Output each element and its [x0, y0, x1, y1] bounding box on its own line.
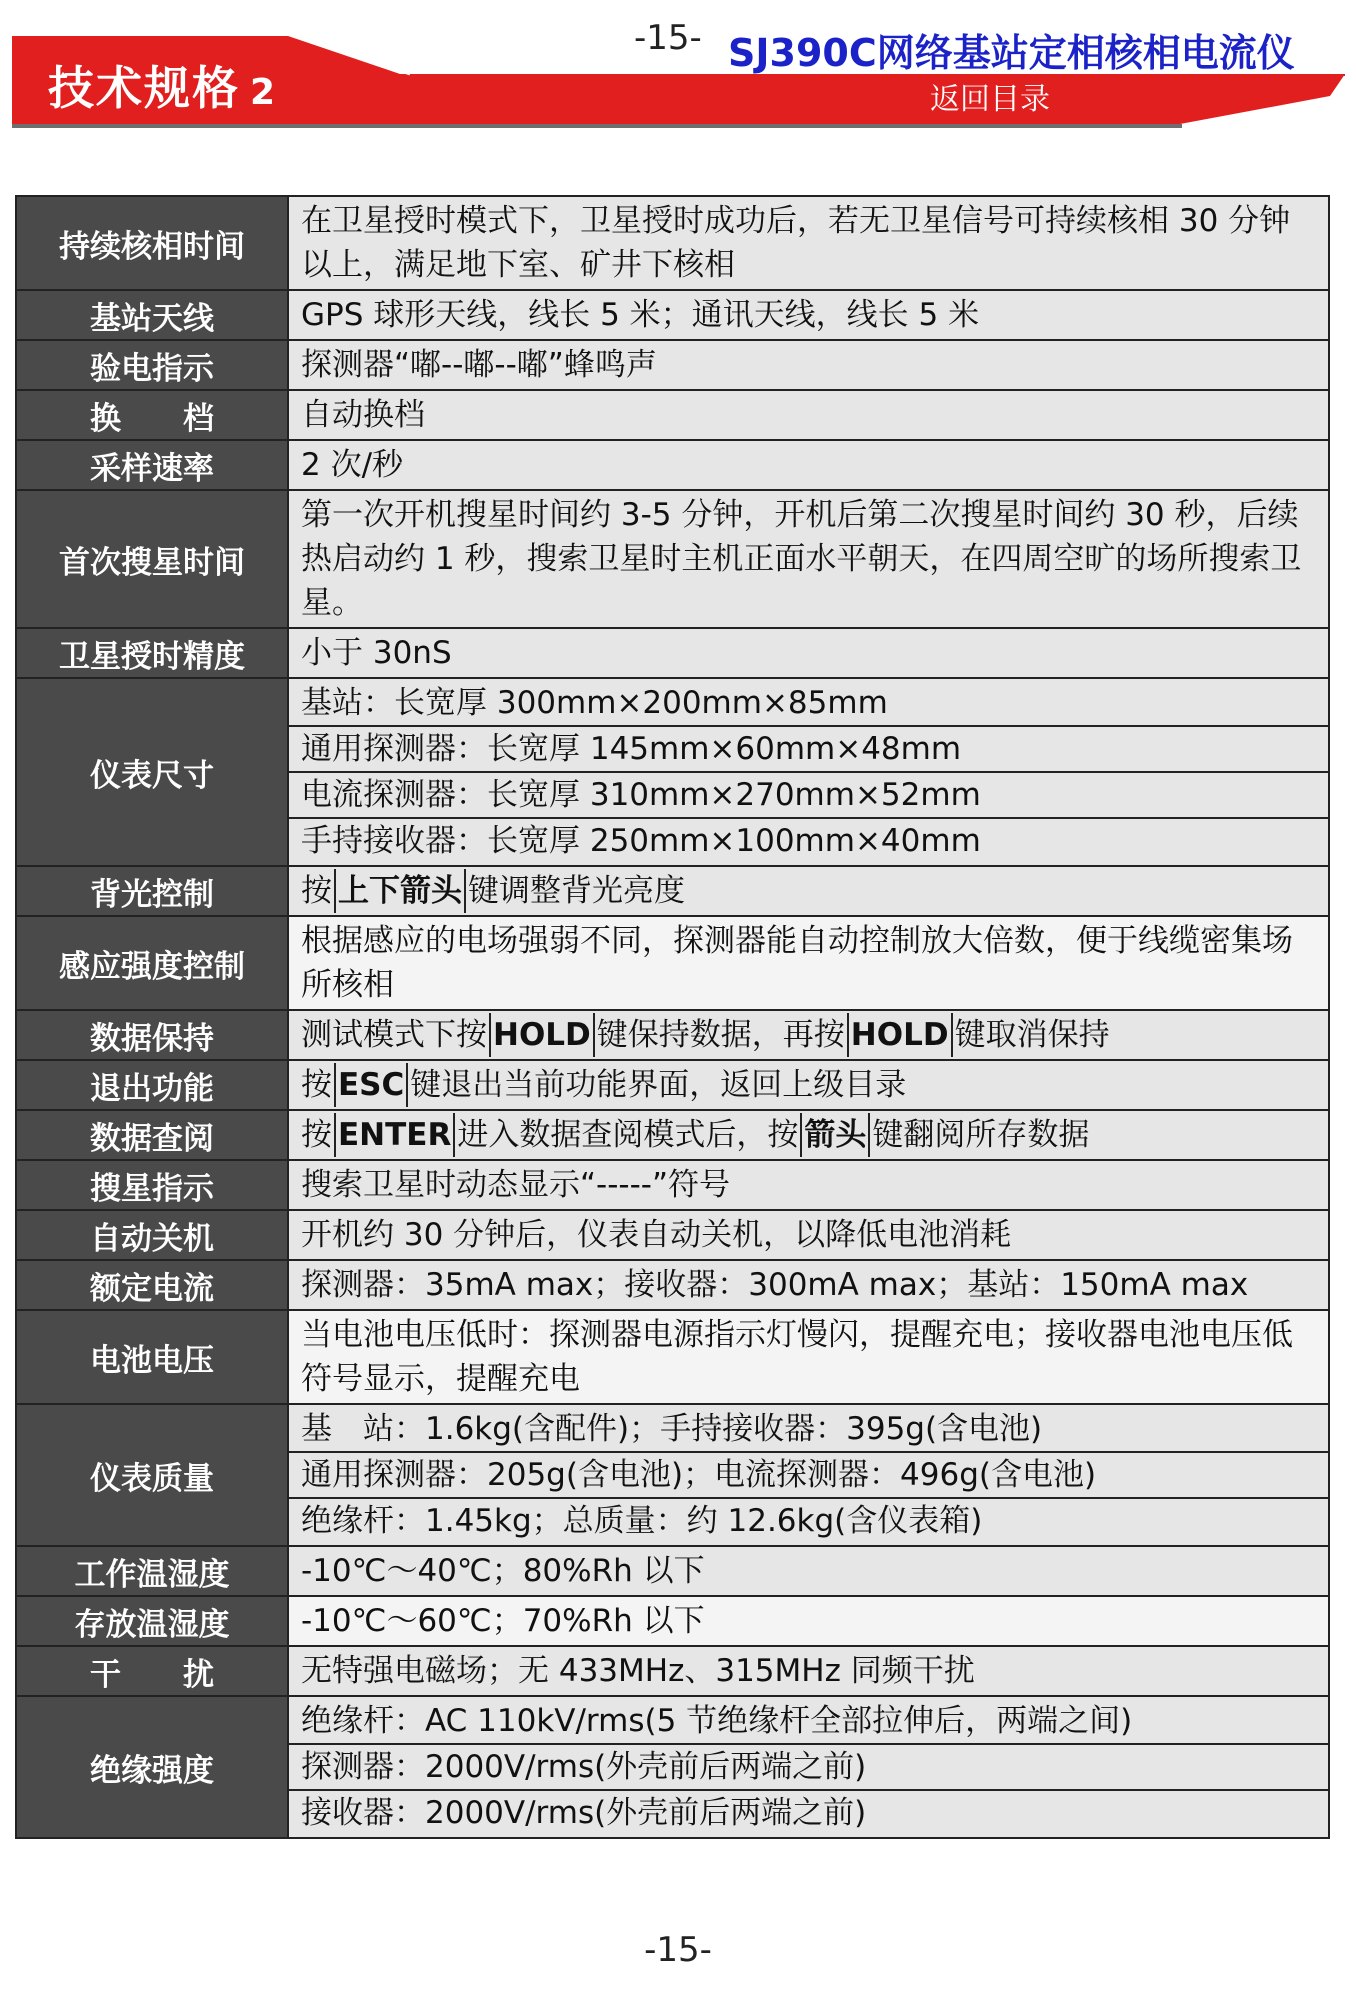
spec-value: [288, 390, 1329, 440]
spec-value-text: 2 次/秒: [301, 447, 404, 483]
spec-value-text: GPS 球形天线，线长 5 米；通讯天线，线长 5 米: [301, 297, 980, 333]
spec-label: 验电指示: [16, 340, 288, 390]
key-name: HOLD: [489, 1013, 595, 1057]
spec-label: 额定电流: [16, 1260, 288, 1310]
spec-row: [16, 1646, 1329, 1696]
spec-row: [16, 866, 1329, 916]
spec-row: [16, 1310, 1329, 1404]
spec-sub-row: 绝缘杆：1.45kg；总质量：约 12.6kg(含仪表箱): [289, 1497, 1328, 1543]
spec-row: [16, 1060, 1329, 1110]
spec-value-text: 开机约 30 分钟后，仪表自动关机，以降低电池消耗: [301, 1217, 1012, 1253]
spec-label: 基站天线: [16, 290, 288, 340]
spec-value: [288, 1160, 1329, 1210]
key-name: HOLD: [847, 1013, 953, 1057]
spec-row: [16, 1210, 1329, 1260]
spec-sub-row: 手持接收器：长宽厚 250mm×100mm×40mm: [289, 817, 1328, 863]
key-name: 上下箭头: [334, 869, 466, 913]
spec-value: [288, 1110, 1329, 1160]
spec-sub-row: 绝缘杆：AC 110kV/rms(5 节绝缘杆全部拉伸后，两端之间): [301, 1703, 1133, 1739]
spec-label: 数据查阅: [16, 1110, 288, 1160]
spec-row: [16, 628, 1329, 678]
spec-sub-row: 电流探测器：长宽厚 310mm×270mm×52mm: [289, 771, 1328, 817]
spec-label: 绝缘强度: [16, 1696, 288, 1838]
spec-value-text: 键取消保持: [954, 1017, 1110, 1053]
spec-value: [288, 1596, 1329, 1646]
spec-value-text: 键调整背光亮度: [468, 873, 685, 909]
spec-value-text: 根据感应的电场强弱不同，探测器能自动控制放大倍数，便于线缆密集场所核相: [301, 923, 1293, 1003]
spec-value-text: 按: [301, 1117, 332, 1153]
spec-label: 仪表质量: [16, 1404, 288, 1546]
spec-value-text: 第一次开机搜星时间约 3-5 分钟，开机后第二次搜星时间约 30 秒，后续热启动约 1 秒，搜索卫星时主机正面水平朝天，在四周空旷的场所搜索卫星。: [301, 497, 1302, 621]
spec-row: [16, 1260, 1329, 1310]
spec-value-text: 在卫星授时模式下，卫星授时成功后，若无卫星信号可持续核相 30 分钟以上，满足地下室、矿井下核相: [301, 203, 1291, 283]
spec-value: [288, 290, 1329, 340]
spec-value: [288, 1546, 1329, 1596]
spec-row: [16, 290, 1329, 340]
page-header: [0, 0, 1356, 140]
key-name: ESC: [334, 1063, 408, 1107]
spec-sub-row: 基站：长宽厚 300mm×200mm×85mm: [301, 685, 888, 721]
spec-value: [288, 490, 1329, 628]
spec-value-text: 进入数据查阅模式后，按: [457, 1117, 799, 1153]
spec-value-text: -10℃～60℃；70%Rh 以下: [301, 1603, 705, 1639]
spec-label: 采样速率: [16, 440, 288, 490]
spec-label: 仪表尺寸: [16, 678, 288, 866]
spec-value-text: 搜索卫星时动态显示“-----”符号: [301, 1167, 731, 1203]
spec-value: [288, 916, 1329, 1010]
back-to-toc-link[interactable]: 返回目录: [930, 82, 1050, 117]
spec-sub-row: 接收器：2000V/rms(外壳前后两端之前): [289, 1789, 1328, 1835]
spec-value-text: 键翻阅所存数据: [872, 1117, 1090, 1153]
spec-value: [288, 678, 1329, 866]
spec-value-text: 键退出当前功能界面，返回上级目录: [410, 1067, 907, 1103]
spec-label: 存放温湿度: [16, 1596, 288, 1646]
key-name: ENTER: [334, 1113, 455, 1157]
spec-row: [16, 196, 1329, 290]
spec-label: 工作温湿度: [16, 1546, 288, 1596]
spec-label: 感应强度控制: [16, 916, 288, 1010]
spec-row: [16, 1404, 1329, 1546]
spec-value: [288, 440, 1329, 490]
spec-row: [16, 490, 1329, 628]
spec-value-text: 探测器“嘟--嘟--嘟”蜂鸣声: [301, 347, 657, 383]
spec-value-text: 无特强电磁场；无 433MHz、315MHz 同频干扰: [301, 1653, 975, 1689]
spec-sub-row: 基 站：1.6kg(含配件)；手持接收器：395g(含电池): [301, 1411, 1043, 1447]
spec-table: [15, 195, 1330, 1839]
spec-label: 自动关机: [16, 1210, 288, 1260]
spec-label: 卫星授时精度: [16, 628, 288, 678]
spec-row: [16, 440, 1329, 490]
spec-row: [16, 1546, 1329, 1596]
spec-value: [288, 1060, 1329, 1110]
spec-value-text: 按: [301, 873, 332, 909]
spec-label: 搜星指示: [16, 1160, 288, 1210]
spec-value-text: 测试模式下按: [301, 1017, 487, 1053]
spec-label: 电池电压: [16, 1310, 288, 1404]
spec-value-text: -10℃～40℃；80%Rh 以下: [301, 1553, 705, 1589]
spec-label: 退出功能: [16, 1060, 288, 1110]
document-title: SJ390C网络基站定相核相电流仪: [728, 31, 1295, 75]
spec-label: 干 扰: [16, 1646, 288, 1696]
spec-value: [288, 628, 1329, 678]
key-name: 箭头: [800, 1113, 870, 1157]
spec-label: 数据保持: [16, 1010, 288, 1060]
spec-row: [16, 340, 1329, 390]
spec-value: [288, 1260, 1329, 1310]
spec-row: [16, 390, 1329, 440]
spec-row: [16, 678, 1329, 866]
spec-row: [16, 1596, 1329, 1646]
spec-value-text: 按: [301, 1067, 332, 1103]
spec-label: 持续核相时间: [16, 196, 288, 290]
spec-label: 背光控制: [16, 866, 288, 916]
spec-value-text: 当电池电压低时：探测器电源指示灯慢闪，提醒充电；接收器电池电压低符号显示，提醒充电: [301, 1317, 1293, 1397]
section-title: 技术规格 2: [48, 61, 278, 115]
spec-value: [288, 1404, 1329, 1546]
spec-sub-row: 通用探测器：205g(含电池)；电流探测器：496g(含电池): [289, 1451, 1328, 1497]
spec-value: [288, 340, 1329, 390]
spec-value: [288, 1310, 1329, 1404]
spec-sub-row: 探测器：2000V/rms(外壳前后两端之前): [289, 1743, 1328, 1789]
spec-value: [288, 866, 1329, 916]
spec-sub-row: 通用探测器：长宽厚 145mm×60mm×48mm: [289, 725, 1328, 771]
spec-row: [16, 1160, 1329, 1210]
spec-value: [288, 1696, 1329, 1838]
spec-row: [16, 1110, 1329, 1160]
spec-label: 换 档: [16, 390, 288, 440]
spec-value-text: 键保持数据，再按: [596, 1017, 845, 1053]
spec-value: [288, 196, 1329, 290]
spec-row: [16, 1010, 1329, 1060]
spec-label: 首次搜星时间: [16, 490, 288, 628]
spec-value-text: 探测器：35mA max；接收器：300mA max；基站：150mA max: [301, 1267, 1249, 1303]
spec-row: [16, 916, 1329, 1010]
spec-row: [16, 1696, 1329, 1838]
spec-value-text: 自动换档: [301, 397, 425, 433]
spec-value: [288, 1210, 1329, 1260]
page-number-bottom: -15-: [644, 1930, 712, 1970]
spec-value: [288, 1010, 1329, 1060]
spec-value: [288, 1646, 1329, 1696]
spec-value-text: 小于 30nS: [301, 635, 452, 671]
page-number-top: -15-: [634, 18, 702, 58]
